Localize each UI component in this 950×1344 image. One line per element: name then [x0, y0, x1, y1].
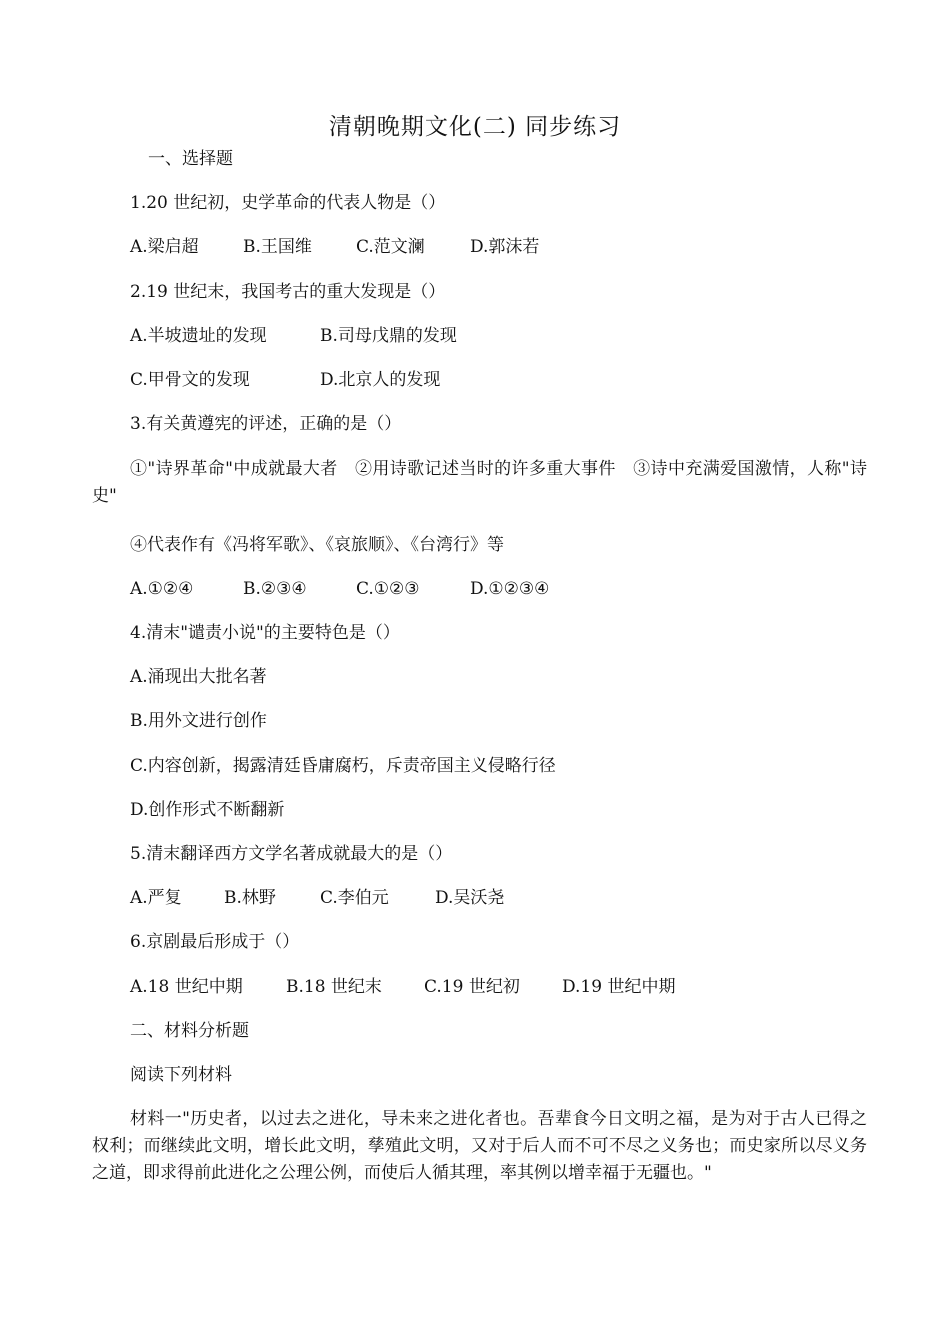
q3-option-c: C.①②③ [356, 579, 420, 599]
q6-option-d: D.19 世纪中期 [562, 977, 676, 997]
q6-option-a: A.18 世纪中期 [130, 977, 243, 997]
q3-option-a: A.①②④ [130, 579, 194, 599]
q5-option-b: B.林野 [224, 888, 276, 908]
q3-option-d: D.①②③④ [470, 579, 550, 599]
q5-option-a: A.严复 [130, 888, 182, 908]
q1-option-d: D.郭沫若 [470, 237, 540, 257]
question-6-stem: 6.京剧最后形成于（） [130, 932, 300, 952]
question-5-options [130, 887, 504, 909]
q3-option-b: B.②③④ [243, 579, 307, 599]
section-heading-choice: 一、选择题 [148, 149, 233, 169]
q5-option-d: D.吴沃尧 [435, 888, 505, 908]
q6-option-b: B.18 世纪末 [286, 977, 382, 997]
question-2-options-row2 [130, 369, 440, 391]
question-3-options [130, 578, 549, 600]
question-5-stem: 5.清末翻译西方文学名著成就最大的是（） [130, 844, 453, 864]
question-1-stem: 1.20 世纪初，史学革命的代表人物是（） [130, 193, 446, 213]
q4-option-c: C.内容创新，揭露清廷昏庸腐朽，斥责帝国主义侵略行径 [130, 756, 556, 776]
q6-option-c: C.19 世纪初 [424, 977, 520, 997]
q2-option-d: D.北京人的发现 [320, 370, 441, 390]
question-6-options [130, 976, 675, 998]
q1-option-c: C.范文澜 [356, 237, 425, 257]
question-2-options-row1 [130, 325, 457, 347]
question-3-statements: ①"诗界革命"中成就最大者 ②用诗歌记述当时的许多重大事件 ③诗中充满爱国激情，人称"诗史" [92, 459, 867, 506]
section-heading-material: 二、材料分析题 [130, 1021, 249, 1041]
q1-option-a: A.梁启超 [130, 237, 199, 257]
q2-option-a: A.半坡遗址的发现 [130, 326, 267, 346]
q4-option-a: A.涌现出大批名著 [130, 667, 267, 687]
question-1-options [130, 236, 539, 258]
q2-option-c: C.甲骨文的发现 [130, 370, 250, 390]
q4-option-b: B.用外文进行创作 [130, 711, 267, 731]
q5-option-c: C.李伯元 [320, 888, 389, 908]
question-3-statement-4: ④代表作有《冯将军歌》、《哀旅顺》、《台湾行》等 [130, 535, 504, 555]
question-4-stem: 4.清末"谴责小说"的主要特色是（） [130, 623, 400, 643]
q2-option-b: B.司母戊鼎的发现 [320, 326, 457, 346]
material-1-paragraph: 材料一"历史者，以过去之进化，导未来之进化者也。吾辈食今日文明之福，是为对于古人已得之权利；而继续此文明，增长此文明，孳殖此文明，又对于后人而不可不尽之义务也；而史家所以尽义务之道，即求得前此进化之公理公例，而使后人循其理，率其例以增幸福于无疆也。" [92, 1109, 867, 1183]
question-2-stem: 2.19 世纪末，我国考古的重大发现是（） [130, 282, 446, 302]
q4-option-d: D.创作形式不断翻新 [130, 800, 285, 820]
read-instruction: 阅读下列材料 [130, 1065, 232, 1085]
q1-option-b: B.王国维 [243, 237, 312, 257]
question-3-stem: 3.有关黄遵宪的评述，正确的是（） [130, 414, 402, 434]
page-title: 清朝晚期文化(二) 同步练习 [328, 114, 622, 140]
